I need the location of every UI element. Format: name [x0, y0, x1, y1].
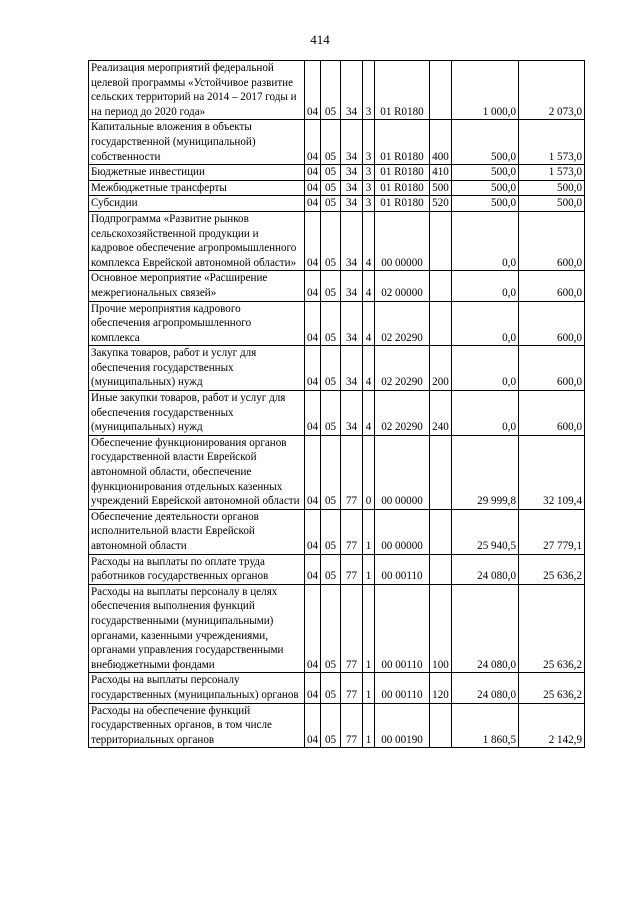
section-code: 04: [305, 211, 321, 270]
program-code: 77: [341, 673, 363, 703]
amount-second-year: 500,0: [519, 196, 585, 212]
amount-second-year: 25 636,2: [519, 554, 585, 584]
amount-second-year: 500,0: [519, 180, 585, 196]
target-article-code: 01 R0180: [375, 196, 430, 212]
section-code: 04: [305, 554, 321, 584]
subsection-code: 05: [321, 301, 341, 346]
subprogram-code: 1: [363, 703, 375, 748]
subsection-code: 05: [321, 435, 341, 509]
amount-first-year: 24 080,0: [452, 673, 519, 703]
amount-first-year: 0,0: [452, 271, 519, 301]
expense-type-code: 400: [430, 120, 452, 165]
target-article-code: 02 20290: [375, 346, 430, 391]
amount-second-year: 1 573,0: [519, 165, 585, 181]
subprogram-code: 4: [363, 301, 375, 346]
amount-second-year: 600,0: [519, 391, 585, 436]
table-row: [89, 703, 585, 748]
section-code: 04: [305, 61, 321, 120]
expense-type-code: [430, 554, 452, 584]
subprogram-code: 1: [363, 509, 375, 554]
subsection-code: 05: [321, 703, 341, 748]
table-row: [89, 509, 585, 554]
subprogram-code: 3: [363, 165, 375, 181]
amount-first-year: 0,0: [452, 391, 519, 436]
section-code: 04: [305, 391, 321, 436]
expense-type-code: 100: [430, 584, 452, 673]
subprogram-code: 3: [363, 61, 375, 120]
amount-first-year: 1 000,0: [452, 61, 519, 120]
section-code: 04: [305, 703, 321, 748]
program-code: 34: [341, 346, 363, 391]
section-code: 04: [305, 165, 321, 181]
subsection-code: 05: [321, 673, 341, 703]
program-code: 34: [341, 271, 363, 301]
target-article-code: 01 R0180: [375, 165, 430, 181]
expense-name: Обеспечение деятельности органов исполнительной власти Еврейской автономной области: [89, 509, 305, 554]
expense-type-code: [430, 703, 452, 748]
amount-first-year: 0,0: [452, 301, 519, 346]
expense-type-code: [430, 435, 452, 509]
table-row: [89, 346, 585, 391]
expense-type-code: [430, 61, 452, 120]
expense-name: Капитальные вложения в объекты государственной (муниципальной) собственности: [89, 120, 305, 165]
table-row: [89, 554, 585, 584]
subprogram-code: 3: [363, 180, 375, 196]
expense-type-code: 410: [430, 165, 452, 181]
amount-second-year: 32 109,4: [519, 435, 585, 509]
section-code: 04: [305, 120, 321, 165]
table-row: [89, 180, 585, 196]
subprogram-code: 0: [363, 435, 375, 509]
program-code: 34: [341, 391, 363, 436]
target-article-code: 00 00110: [375, 554, 430, 584]
table-row: [89, 61, 585, 120]
subsection-code: 05: [321, 61, 341, 120]
program-code: 77: [341, 435, 363, 509]
expense-type-code: [430, 301, 452, 346]
target-article-code: 00 00190: [375, 703, 430, 748]
expense-name: Иные закупки товаров, работ и услуг для обеспечения государственных (муниципальных) нужд: [89, 391, 305, 436]
amount-first-year: 500,0: [452, 196, 519, 212]
expense-name: Основное мероприятие «Расширение межрегиональных связей»: [89, 271, 305, 301]
expense-name: Подпрограмма «Развитие рынков сельскохозяйственной продукции и кадровое обеспечение агропромышленного комплекса Еврейской автономной области»: [89, 211, 305, 270]
subsection-code: 05: [321, 584, 341, 673]
amount-first-year: 500,0: [452, 180, 519, 196]
table-row: [89, 211, 585, 270]
target-article-code: 00 00110: [375, 673, 430, 703]
expense-name: Межбюджетные трансферты: [89, 180, 305, 196]
amount-first-year: 29 999,8: [452, 435, 519, 509]
expense-name: Прочие мероприятия кадрового обеспечения агропромышленного комплекса: [89, 301, 305, 346]
target-article-code: 02 20290: [375, 391, 430, 436]
target-article-code: 01 R0180: [375, 61, 430, 120]
target-article-code: 00 00000: [375, 509, 430, 554]
target-article-code: 00 00110: [375, 584, 430, 673]
subsection-code: 05: [321, 346, 341, 391]
expense-type-code: 120: [430, 673, 452, 703]
page-number: 414: [310, 32, 330, 47]
section-code: 04: [305, 180, 321, 196]
expense-name: Закупка товаров, работ и услуг для обеспечения государственных (муниципальных) нужд: [89, 346, 305, 391]
amount-second-year: 2 073,0: [519, 61, 585, 120]
subprogram-code: 1: [363, 673, 375, 703]
subprogram-code: 4: [363, 211, 375, 270]
target-article-code: 02 20290: [375, 301, 430, 346]
section-code: 04: [305, 435, 321, 509]
section-code: 04: [305, 346, 321, 391]
target-article-code: 01 R0180: [375, 180, 430, 196]
amount-second-year: 25 636,2: [519, 673, 585, 703]
subprogram-code: 4: [363, 391, 375, 436]
amount-second-year: 600,0: [519, 271, 585, 301]
table-row: [89, 584, 585, 673]
program-code: 34: [341, 120, 363, 165]
expense-type-code: [430, 271, 452, 301]
table-row: [89, 120, 585, 165]
subsection-code: 05: [321, 554, 341, 584]
amount-second-year: 27 779,1: [519, 509, 585, 554]
amount-second-year: 600,0: [519, 346, 585, 391]
target-article-code: 01 R0180: [375, 120, 430, 165]
program-code: 34: [341, 61, 363, 120]
expense-type-code: 500: [430, 180, 452, 196]
table-row: [89, 196, 585, 212]
table-row: [89, 301, 585, 346]
amount-second-year: 2 142,9: [519, 703, 585, 748]
subsection-code: 05: [321, 180, 341, 196]
program-code: 77: [341, 509, 363, 554]
amount-first-year: 24 080,0: [452, 554, 519, 584]
program-code: 34: [341, 165, 363, 181]
table-row: [89, 165, 585, 181]
amount-second-year: 600,0: [519, 301, 585, 346]
subsection-code: 05: [321, 120, 341, 165]
program-code: 77: [341, 584, 363, 673]
amount-first-year: 25 940,5: [452, 509, 519, 554]
amount-first-year: 0,0: [452, 346, 519, 391]
subsection-code: 05: [321, 391, 341, 436]
section-code: 04: [305, 271, 321, 301]
subprogram-code: 1: [363, 554, 375, 584]
budget-table-body: [89, 61, 585, 748]
section-code: 04: [305, 301, 321, 346]
amount-first-year: 1 860,5: [452, 703, 519, 748]
section-code: 04: [305, 584, 321, 673]
table-row: [89, 435, 585, 509]
amount-second-year: 25 636,2: [519, 584, 585, 673]
expense-name: Реализация мероприятий федеральной целевой программы «Устойчивое развитие сельских территорий на 2014 – 2017 годы и на период до 2020 года»: [89, 61, 305, 120]
budget-table: [88, 60, 585, 748]
target-article-code: 02 00000: [375, 271, 430, 301]
subprogram-code: 3: [363, 196, 375, 212]
subprogram-code: 3: [363, 120, 375, 165]
subsection-code: 05: [321, 211, 341, 270]
expense-type-code: 240: [430, 391, 452, 436]
expense-type-code: [430, 509, 452, 554]
section-code: 04: [305, 196, 321, 212]
expense-name: Субсидии: [89, 196, 305, 212]
program-code: 34: [341, 211, 363, 270]
expense-type-code: [430, 211, 452, 270]
subprogram-code: 1: [363, 584, 375, 673]
table-row: [89, 271, 585, 301]
amount-first-year: 500,0: [452, 165, 519, 181]
amount-second-year: 600,0: [519, 211, 585, 270]
expense-name: Бюджетные инвестиции: [89, 165, 305, 181]
amount-first-year: 500,0: [452, 120, 519, 165]
expense-name: Расходы на выплаты персоналу в целях обеспечения выполнения функций государственными (муниципальными) органами, казенными учреждениями, органами управления государственными внебюджетными фондами: [89, 584, 305, 673]
expense-name: Расходы на выплаты персоналу государственных (муниципальных) органов: [89, 673, 305, 703]
target-article-code: 00 00000: [375, 435, 430, 509]
table-row: [89, 673, 585, 703]
table-row: [89, 391, 585, 436]
subsection-code: 05: [321, 196, 341, 212]
amount-first-year: 24 080,0: [452, 584, 519, 673]
subprogram-code: 4: [363, 346, 375, 391]
subsection-code: 05: [321, 165, 341, 181]
section-code: 04: [305, 673, 321, 703]
expense-type-code: 200: [430, 346, 452, 391]
expense-name: Обеспечение функционирования органов государственной власти Еврейской автономной области, обеспечение функционирования отдельных казенных учреждений Еврейской автономной области: [89, 435, 305, 509]
target-article-code: 00 00000: [375, 211, 430, 270]
program-code: 34: [341, 301, 363, 346]
subsection-code: 05: [321, 271, 341, 301]
subsection-code: 05: [321, 509, 341, 554]
section-code: 04: [305, 509, 321, 554]
program-code: 77: [341, 554, 363, 584]
program-code: 77: [341, 703, 363, 748]
expense-name: Расходы на выплаты по оплате труда работников государственных органов: [89, 554, 305, 584]
expense-name: Расходы на обеспечение функций государственных органов, в том числе территориальных органов: [89, 703, 305, 748]
program-code: 34: [341, 180, 363, 196]
subprogram-code: 4: [363, 271, 375, 301]
amount-second-year: 1 573,0: [519, 120, 585, 165]
amount-first-year: 0,0: [452, 211, 519, 270]
program-code: 34: [341, 196, 363, 212]
expense-type-code: 520: [430, 196, 452, 212]
